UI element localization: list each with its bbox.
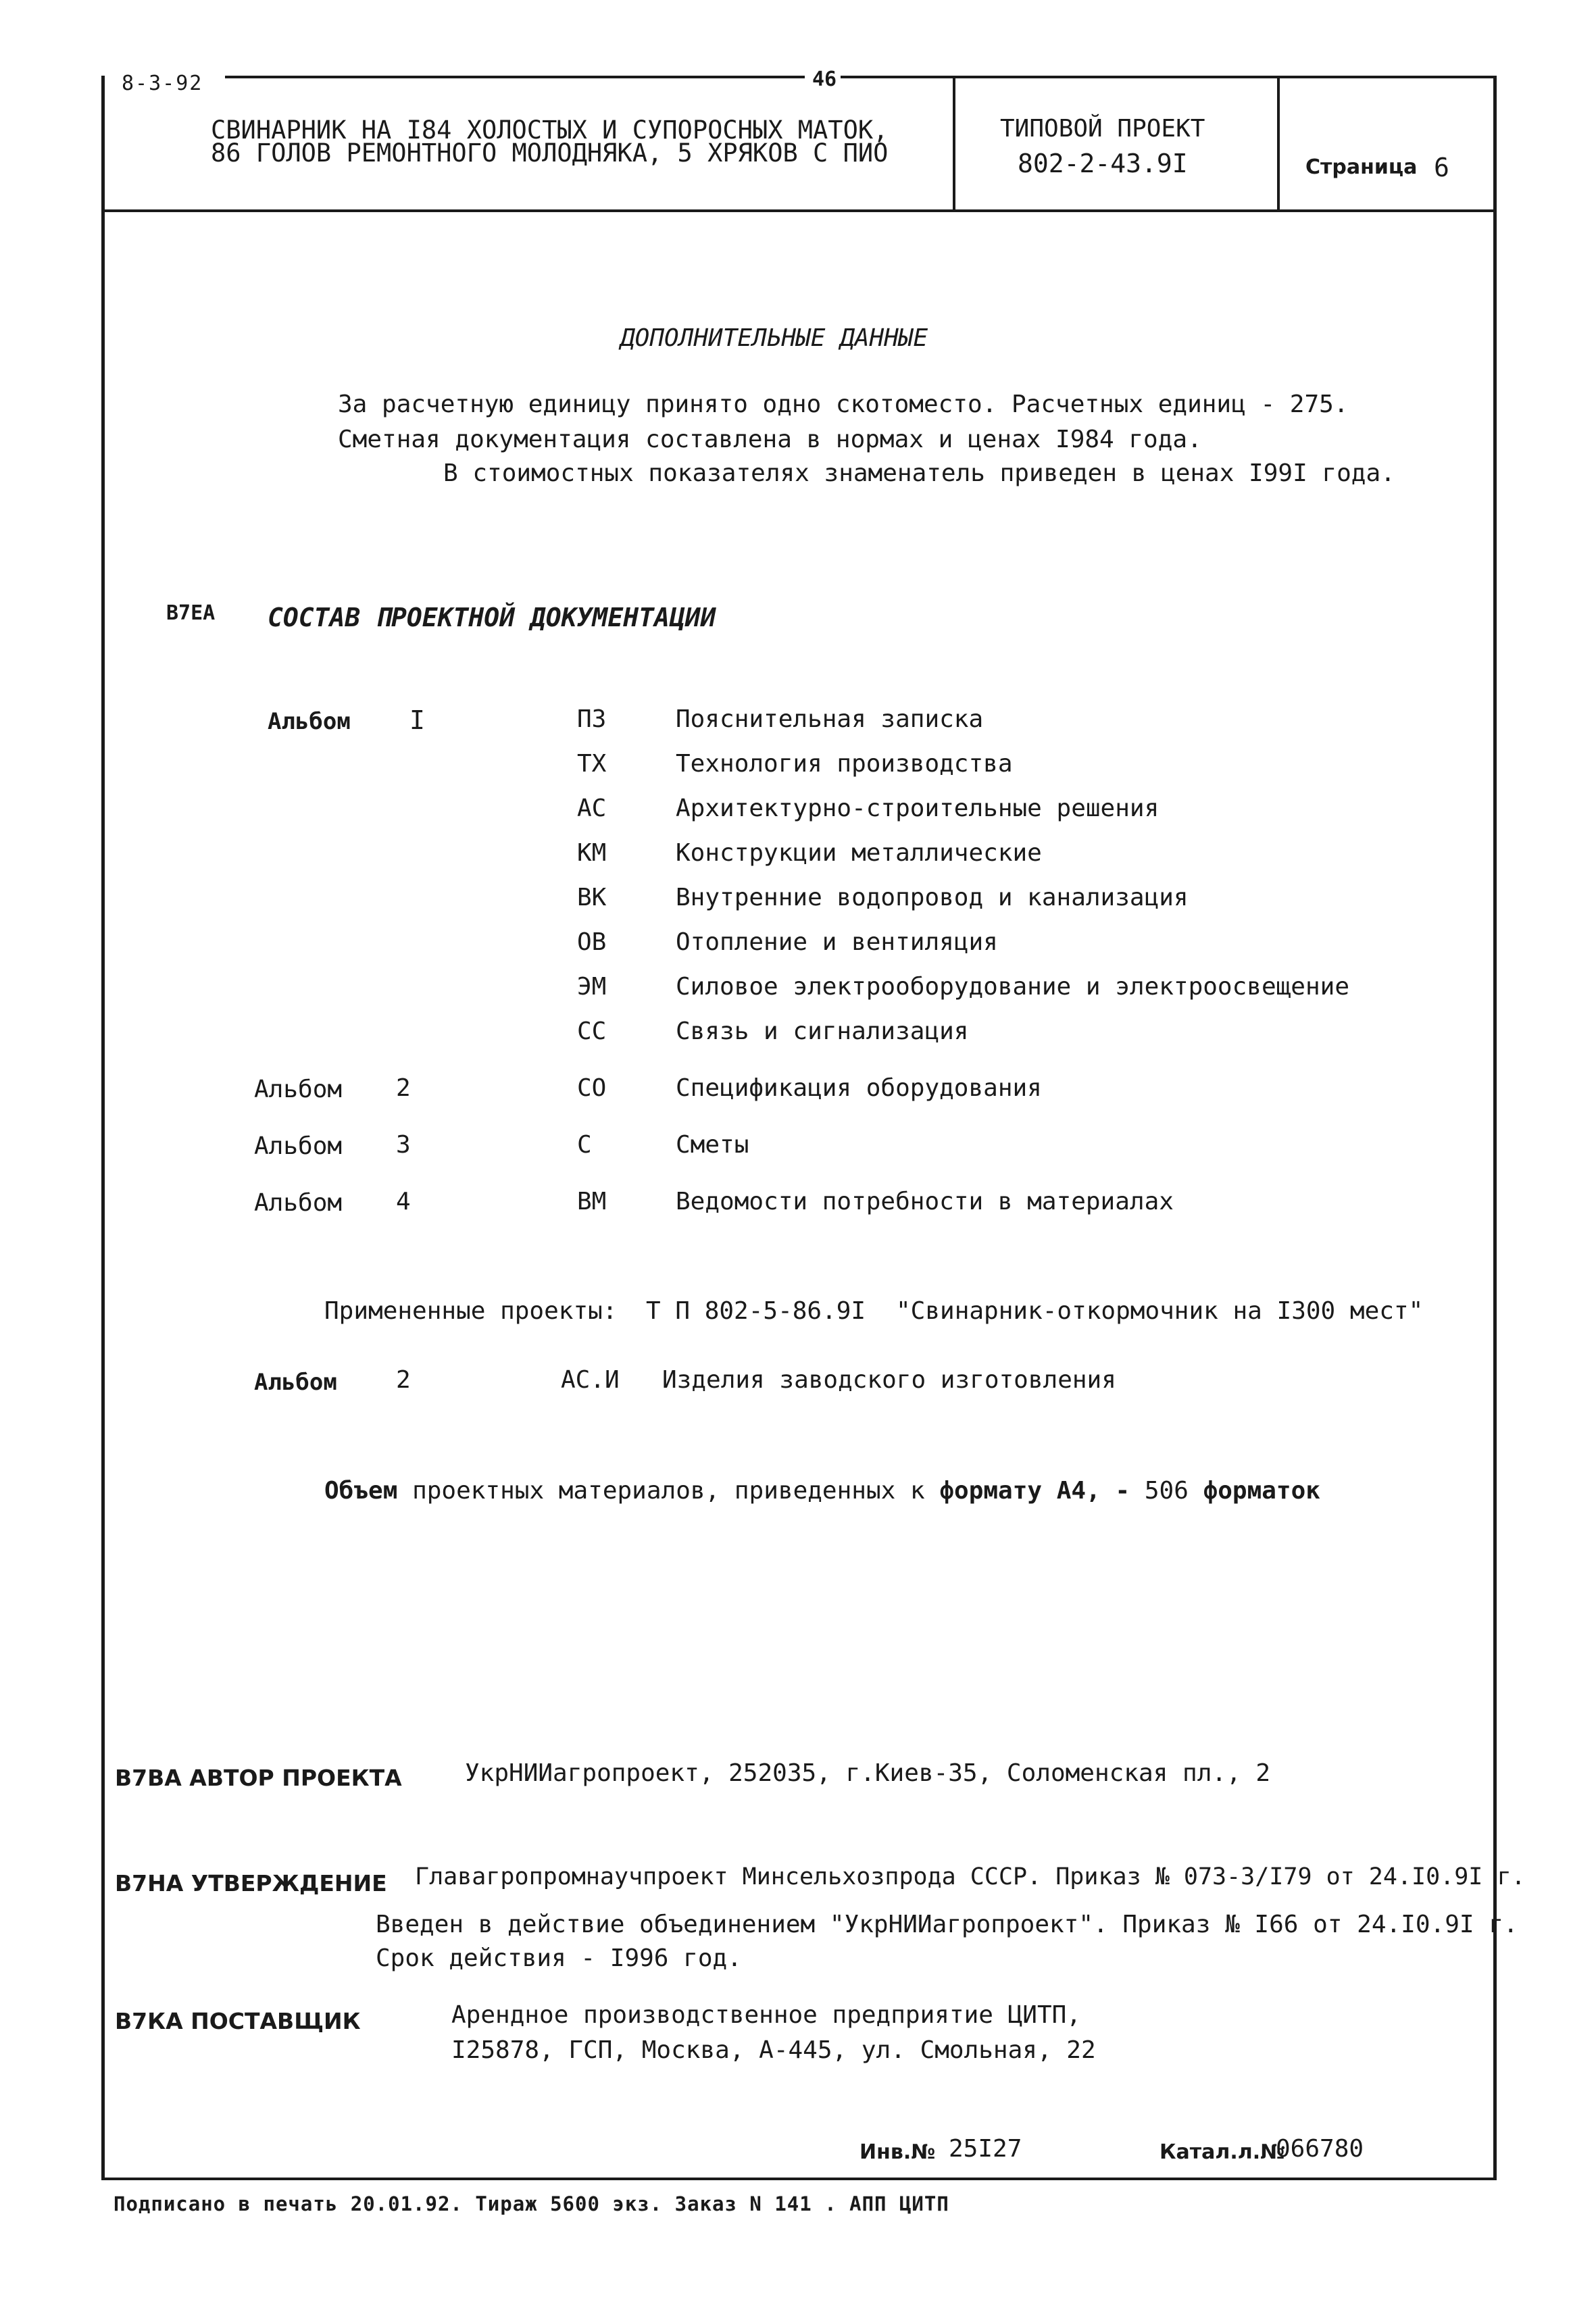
project-number: 802-2-43.9I: [1018, 149, 1188, 178]
doc-title: Архитектурно-строительные решения: [676, 795, 1159, 822]
album1-label: Альбом: [268, 708, 351, 735]
header-divider-2: [1277, 76, 1280, 211]
volume-part1: Объем: [324, 1477, 398, 1505]
supplier-label: В7КА ПОСТАВЩИК: [115, 2008, 361, 2034]
album1-number: I: [409, 705, 425, 735]
project-type: ТИПОВОЙ ПРОЕКТ: [1000, 115, 1205, 143]
doc-title: Технология производства: [676, 750, 1013, 778]
additional-heading: ДОПОЛНИТЕЛЬНЫЕ ДАННЫЕ: [620, 324, 928, 352]
volume-part3: формату: [939, 1477, 1043, 1505]
volume-part2: проектных материалов, приведенных к: [412, 1477, 925, 1505]
frame-top-left: [225, 76, 805, 78]
doc-title: Связь и сигнализация: [676, 1017, 969, 1045]
header-bottom-line: [101, 209, 1497, 212]
doc-code: ЭМ: [577, 973, 607, 1001]
page-number: 6: [1434, 153, 1449, 182]
applied-project: Т П 802-5-86.9I: [646, 1297, 866, 1325]
composition-heading: СОСТАВ ПРОЕКТНОЙ ДОКУМЕНТАЦИИ: [268, 603, 716, 632]
approval-line1: Главагропромнаучпроект Минсельхозпрода СССР. Приказ № 073-3/I79 от 24.I0.9I г.: [415, 1863, 1526, 1890]
cat-label: Катал.л.№: [1159, 2140, 1285, 2164]
header-date: 8-3-92: [122, 72, 203, 95]
author-label: В7ВА АВТОР ПРОЕКТА: [115, 1765, 402, 1791]
applied-album-code: АС.И: [561, 1366, 620, 1394]
sheet-number: 46: [812, 68, 837, 91]
doc-title: Пояснительная записка: [676, 705, 984, 733]
additional-line1: За расчетную единицу принято одно скотоместо. Расчетных единиц - 275.: [338, 391, 1349, 418]
doc-title: Конструкции металлические: [676, 839, 1042, 867]
header-title-line1: СВИНАРНИК НА I84 ХОЛОСТЫХ И СУПОРОСНЫХ МАТОК,: [211, 116, 889, 145]
doc-code: ОВ: [577, 928, 607, 956]
additional-line2: Сметная документация составлена в нормах и ценах I984 года.: [338, 426, 1202, 453]
author-text: УкрНИИагропроект, 252035, г.Киев-35, Соломенская пл., 2: [465, 1759, 1271, 1787]
applied-album-label: Альбом: [254, 1369, 337, 1396]
album-title: Спецификация оборудования: [676, 1074, 1042, 1102]
composition-code: В7ЕА: [166, 601, 216, 625]
album-number: 4: [396, 1188, 411, 1215]
supplier-line2: I25878, ГСП, Москва, А-445, ул. Смольная, 22: [451, 2036, 1096, 2064]
doc-code: АС: [577, 795, 607, 822]
volume-part6: 506: [1144, 1477, 1189, 1505]
doc-title: Отопление и вентиляция: [676, 928, 998, 956]
approval-line3: Срок действия - I996 год.: [376, 1944, 742, 1972]
inv-number: 25I27: [949, 2135, 1022, 2163]
header-title-line2: 86 ГОЛОВ РЕМОНТНОГО МОЛОДНЯКА, 5 ХРЯКОВ С ПИО: [211, 139, 889, 168]
frame-top-right: [841, 76, 1496, 78]
additional-line3: В стоимостных показателях знаменатель приведен в ценах I99I года.: [443, 459, 1395, 487]
doc-title: Внутренние водопровод и канализация: [676, 884, 1189, 911]
album-number: 2: [396, 1074, 411, 1102]
doc-code: ТХ: [577, 750, 607, 778]
album-label: Альбом: [254, 1189, 343, 1217]
doc-code: СС: [577, 1017, 607, 1045]
album-label: Альбом: [254, 1076, 343, 1103]
applied-project-title: "Свинарник-откормочник на I300 мест": [896, 1297, 1424, 1325]
applied-label: Примененные проекты:: [324, 1297, 618, 1325]
approval-line2: Введен в действие объединением "УкрНИИагропроект". Приказ № I66 от 24.I0.9I г.: [376, 1911, 1518, 1938]
cat-number: 066780: [1276, 2135, 1364, 2163]
album-label: Альбом: [254, 1132, 343, 1160]
approval-label: В7НА УТВЕРЖДЕНИЕ: [115, 1870, 387, 1896]
frame-bottom: [101, 2178, 1497, 2180]
frame-left: [101, 76, 105, 2180]
header-divider-1: [953, 76, 955, 211]
supplier-line1: Арендное производственное предприятие ЦИТП,: [451, 2001, 1081, 2029]
volume-line: [324, 1477, 1320, 1505]
applied-album-title: Изделия заводского изготовления: [662, 1366, 1116, 1394]
page-label: Страница: [1305, 155, 1418, 179]
print-line: Подписано в печать 20.01.92. Тираж 5600 экз. Заказ N 141 . АПП ЦИТП: [114, 2192, 949, 2215]
doc-code: ПЗ: [577, 705, 607, 733]
volume-part7: форматок: [1203, 1477, 1320, 1505]
album-code: ВМ: [577, 1188, 607, 1215]
inv-label: Инв.№: [859, 2140, 936, 2164]
volume-part4: А4,: [1056, 1477, 1101, 1505]
album-title: Сметы: [676, 1131, 749, 1159]
doc-code: КМ: [577, 839, 607, 867]
album-code: С: [577, 1131, 592, 1159]
doc-code: ВК: [577, 884, 607, 911]
album-title: Ведомости потребности в материалах: [676, 1188, 1174, 1215]
volume-part5: -: [1115, 1477, 1130, 1505]
applied-album-number: 2: [396, 1366, 411, 1394]
album-number: 3: [396, 1131, 411, 1159]
doc-title: Силовое электрооборудование и электроосвещение: [676, 973, 1349, 1001]
album-code: СО: [577, 1074, 607, 1102]
